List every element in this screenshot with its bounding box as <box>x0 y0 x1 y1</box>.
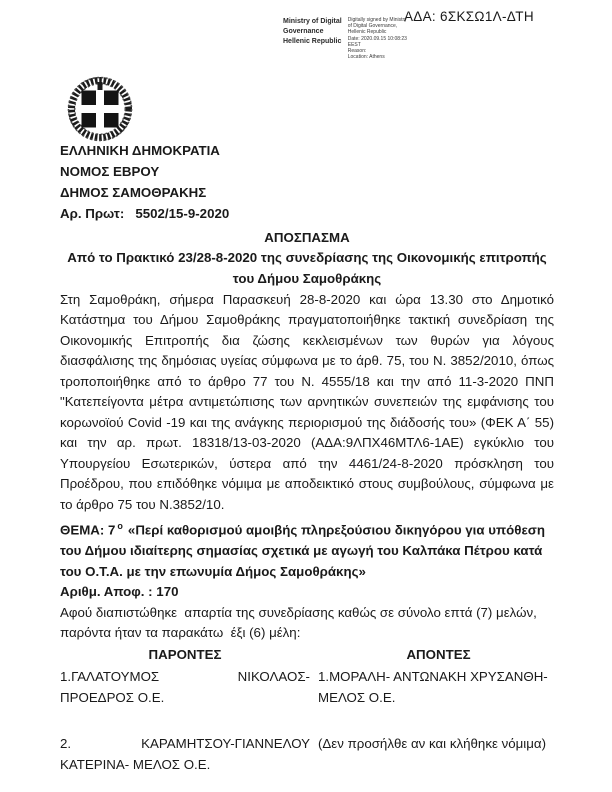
hellenic-coat-of-arms-icon <box>67 74 133 149</box>
present-header: ΠΑΡΟΝΤΕΣ <box>148 646 222 662</box>
signature-detail-line: Date: 2020.09.15 10:08:23 <box>347 35 407 42</box>
protocol-number: Αρ. Πρωτ: 5502/15-9-2020 <box>60 205 230 221</box>
digital-signature-stamp <box>283 17 407 60</box>
signature-detail-line: of Digital Governance, <box>347 23 398 30</box>
signature-details <box>348 17 407 60</box>
present-member: 2. ΚΑΡΑΜΗΤΣΟΥ-ΓΙΑΝΝΕΛΟΥ ΚΑΤΕΡΙΝΑ- ΜΕΛΟΣ Ο.Ε. <box>60 736 310 772</box>
subject-heading <box>60 516 554 582</box>
attendance-row <box>60 667 554 708</box>
signature-authority-line: Governance <box>283 28 324 35</box>
subject-prefix: ΘΕΜΑ: 7 <box>60 522 116 538</box>
letterhead-republic: ΕΛΛΗΝΙΚΗ ΔΗΜΟΚΡΑΤΙΑ <box>60 143 220 158</box>
signature-authority-line: Ministry of Digital <box>283 18 342 25</box>
absent-member: 1.ΜΟΡΑΛΗ- ΑΝΤΩΝΑΚΗ ΧΡΥΣΑΝΘΗ- ΜΕΛΟΣ Ο.Ε. <box>318 669 548 705</box>
quorum-statement: Αφού διαπιστώθηκε απαρτία της συνεδρίασης καθώς σε σύνολο επτά (7) μελών, παρόντα ήταν τα παρακάτω έξι (6) μέλη: <box>60 604 541 641</box>
signature-authority-line: Hellenic Republic <box>283 38 342 45</box>
document-body <box>60 141 554 775</box>
attendance-headers <box>60 645 554 666</box>
letterhead <box>60 141 554 225</box>
subject-text: «Περί καθορισμού αμοιβής πληρεξούσιου δικηγόρου για υπόθεση του Δήμου ιδιαίτερης σημασίας σχετικά με αγωγή του Καλπάκα Πέτρου κατά του Ο.Τ.Α. με την επωνυμία Δήμος Σαμοθράκης» <box>60 522 546 579</box>
signature-detail-line: Reason: <box>347 48 367 55</box>
absent-note: (Δεν προσήλθε αν και κλήθηκε νόμιμα) <box>318 736 547 752</box>
signature-detail-line: Location: Athens <box>347 54 385 61</box>
present-member: 1.ΓΑΛΑΤΟΥΜΟΣ ΝΙΚΟΛΑΟΣ- ΠΡΟΕΔΡΟΣ Ο.Ε. <box>60 669 310 705</box>
subject-ordinal: ο <box>117 521 123 532</box>
signature-detail-line: Hellenic Republic <box>347 29 387 36</box>
signature-detail-line: EEST <box>347 41 361 48</box>
document-subtitle: Από το Πρακτικό 23/28-8-2020 της συνεδρίασης της Οικονομικής επιτροπής του Δήμου Σαμοθράκης <box>67 250 547 286</box>
absent-header: ΑΠΟΝΤΕΣ <box>406 646 471 662</box>
signature-detail-line: Digitally signed by Ministry <box>347 17 407 23</box>
signature-authority <box>283 17 342 47</box>
document-title: ΑΠΟΣΠΑΣΜΑ <box>264 229 350 245</box>
ada-code: ΑΔΑ: 6ΣΚΣΩ1Λ-ΔΤΗ <box>404 9 534 24</box>
letterhead-prefecture: ΝΟΜΟΣ ΕΒΡΟΥ <box>60 163 160 179</box>
session-description-paragraph: Στη Σαμοθράκη, σήμερα Παρασκευή 28-8-2020 και ώρα 13.30 στο Δημοτικό Κατάστημα του Δήμου Σαμοθράκης πραγματοποιήθηκε τακτική συνεδρίαση της Οικονομικής Επιτροπής δια ζώσης κεκλεισμένων των θυρών για λόγους διασφάλισης της δημόσιας υγείας σύμφωνα με το άρθ. 75, του Ν. 3852/2010, όπως τροποποιήθηκε από το άρθρο 77 του Ν. 4555/18 και την από 11-3-2020 ΠΝΠ "Κατεπείγοντα μέτρα αντιμετώπισης των αρνητικών συνεπειών της εμφάνισης του κορωνοϊού Covid -19 και της ανάγκης περιορισμού της διάδοσής του» (ΦΕΚ Α΄ 55) και την αρ. πρωτ. 18318/13-03-2020 (ΑΔΑ:9ΛΠΧ46ΜΤΛ6-1ΑΕ) εγκύκλιο του Υπουργείου Εσωτερικών, ύστερα από την 4461/24-8-2020 πρόσκληση του Προέδρου, που επιδόθηκε νόμιμα με αποδεικτικό στους συμβούλους, σύμφωνα με το άρθρο 75 του Ν.3852/10. <box>60 291 554 512</box>
decision-number: Αριθμ. Αποφ. : 170 <box>60 584 179 600</box>
letterhead-municipality: ΔΗΜΟΣ ΣΑΜΟΘΡΑΚΗΣ <box>60 184 207 200</box>
attendance-row <box>60 734 554 775</box>
